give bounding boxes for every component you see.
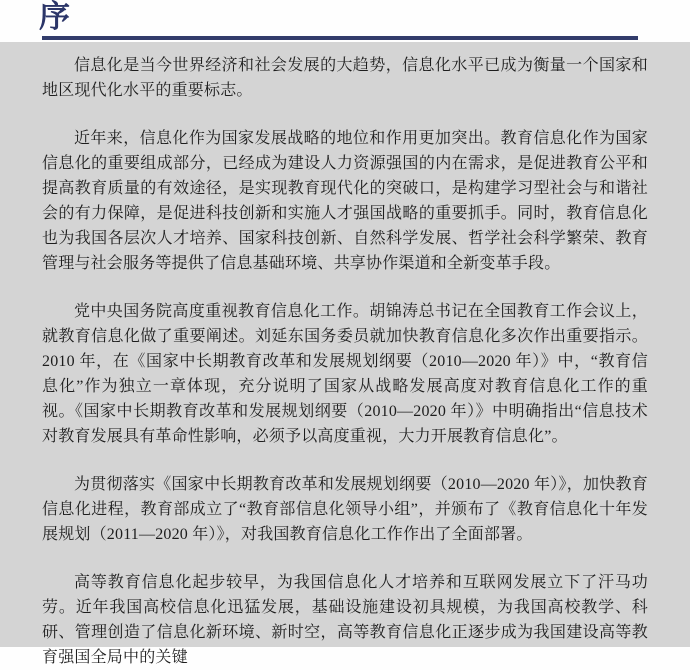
paragraph-central-government: 党中央国务院高度重视教育信息化工作。胡锦涛总书记在全国教育工作会议上，就教育信息化做了重要阐述。刘延东国务委员就加快教育信息化多次作出重要指示。2010 年，在《国家中长期教育改革和发展规划纲要（2010—2020 年）》中，“教育信息化”作为独立一章体现，充分说明了国家从战略发展高度对教育信息化工作的重视。《国家中长期教育改革和发展规划纲要（2010—2020 年）》中明确指出“信息技术对教育发展具有革命性影响，必须予以高度重视，大力开展教育信息化”。 [42, 299, 648, 449]
page-header [0, 0, 690, 36]
paragraph-national-strategy: 近年来，信息化作为国家发展战略的地位和作用更加突出。教育信息化作为国家信息化的重要组成部分，已经成为建设人力资源强国的内在需求，是促进教育公平和提高教育质量的有效途径，是实现教育现代化的突破口，是构建学习型社会与和谐社会的有力保障，是促进科技创新和实施人才强国战略的重要抓手。同时，教育信息化也为我国各层次人才培养、国家科技创新、自然科学发展、哲学社会科学繁荣、教育管理与社会服务等提供了信息基础环境、共享协作渠道和全新变革手段。 [42, 126, 648, 276]
paragraph-higher-education: 高等教育信息化起步较早，为我国信息化人才培养和互联网发展立下了汗马功劳。近年我国高校信息化迅猛发展，基础设施建设初具规模，为我国高校教学、科研、管理创造了信息化新环境、新时空，高等教育信息化正逐步成为我国建设高等教育强国全局中的关键 [42, 570, 648, 670]
title-underline-rule [42, 36, 638, 40]
paragraph-implementation-plan: 为贯彻落实《国家中长期教育改革和发展规划纲要（2010—2020 年）》，加快教育信息化进程，教育部成立了“教育部信息化领导小组”，并颁布了《教育信息化十年发展规划（2011—2020 年）》，对我国教育信息化工作作出了全面部署。 [42, 472, 648, 547]
paragraph-intro: 信息化是当今世界经济和社会发展的大趋势，信息化水平已成为衡量一个国家和地区现代化水平的重要标志。 [42, 53, 648, 103]
preface-body [0, 42, 690, 647]
page-title: 序 [39, 1, 70, 32]
